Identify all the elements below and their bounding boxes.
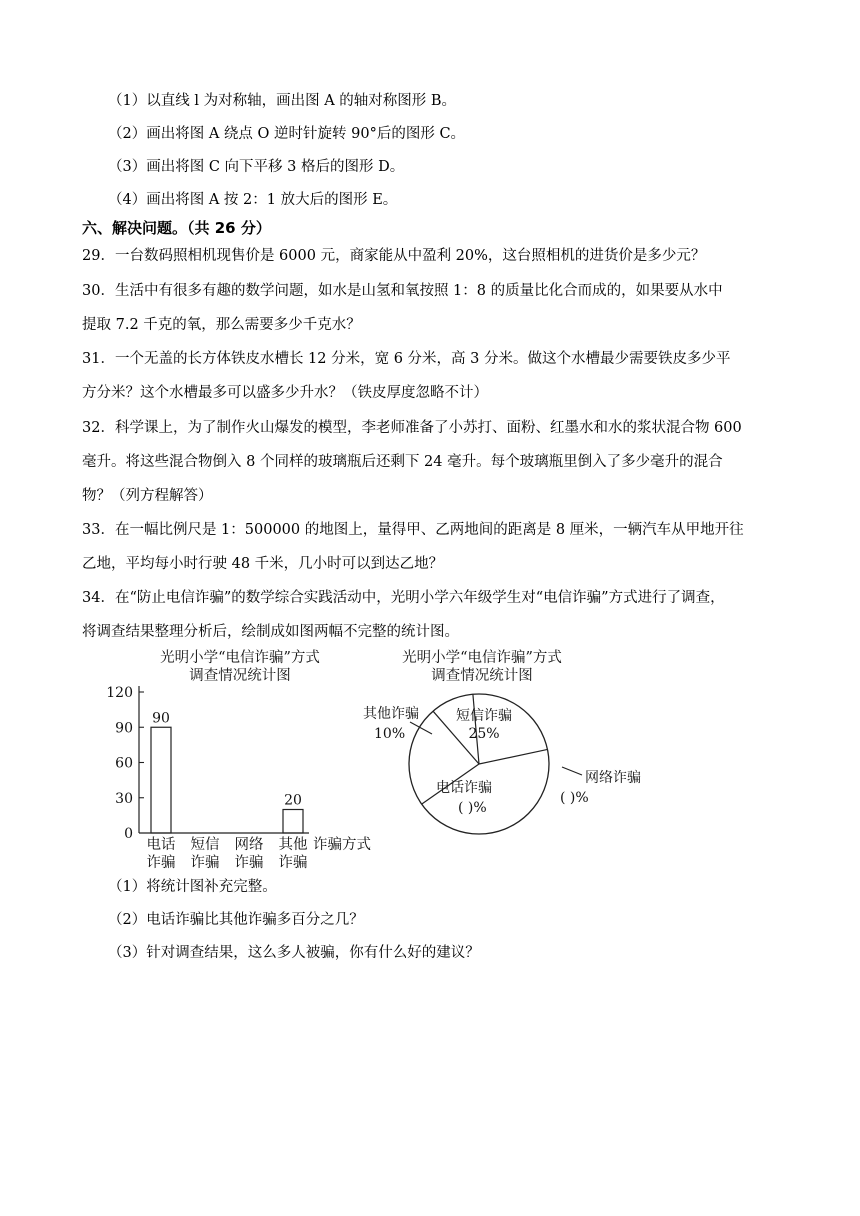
bar xyxy=(283,810,303,834)
pie-chart-title-line-1: 光明小学“电信诈骗”方式 xyxy=(402,650,562,666)
question-33-line-1: 33．在一幅比例尺是 1：500000 的地图上，量得甲、乙两地间的距离是 8 厘米，一辆汽车从甲地开往 xyxy=(82,522,744,538)
bar-category-label: 其他 xyxy=(278,837,308,853)
bar-chart-bars xyxy=(151,710,303,833)
bar-y-tick-label: 60 xyxy=(115,755,133,772)
question-32-line-1: 32．科学课上，为了制作火山爆发的模型，李老师准备了小苏打、面粉、红墨水和水的浆状混合物 600 xyxy=(82,420,742,436)
section-title: 六、解决问题。（共 26 分） xyxy=(82,219,271,237)
question-32-line-2: 毫升。将这些混合物倒入 8 个同样的玻璃瓶后还剩下 24 毫升。每个玻璃瓶里倒入了多少毫升的混合 xyxy=(82,454,723,470)
bar-chart-ticks xyxy=(106,685,144,842)
bar-value-label: 90 xyxy=(152,710,170,727)
question-34-line-1: 34．在“防止电信诈骗”的数学综合实践活动中，光明小学六年级学生对“电信诈骗”方式进行了调查， xyxy=(82,590,725,606)
bar-y-tick-label: 30 xyxy=(115,790,133,807)
question-33-line-2: 乙地，平均每小时行驶 48 千米，几小时可以到达乙地？ xyxy=(82,556,444,572)
pie-slice-boundary xyxy=(479,749,547,764)
bar-chart-title-line-2: 调查情况统计图 xyxy=(189,668,291,684)
bar-value-label: 20 xyxy=(284,792,302,809)
q34-task-1: （1）将统计图补充完整。 xyxy=(108,879,277,895)
question-31-line-2: 方分米？这个水槽最多可以盛多少升水？（铁皮厚度忽略不计） xyxy=(82,385,488,401)
bar-category-label: 短信 xyxy=(190,837,220,853)
pie-label-network: 网络诈骗 xyxy=(585,770,641,786)
geometry-task-4: （4）画出将图 A 按 2：1 放大后的图形 E。 xyxy=(108,192,398,208)
bar xyxy=(151,727,171,833)
question-31-line-1: 31．一个无盖的长方体铁皮水槽长 12 分米，宽 6 分米，高 3 分米。做这个水槽最少需要铁皮多少平 xyxy=(82,351,731,367)
pie-leader-network xyxy=(562,767,582,775)
pie-label-sms: 短信诈骗 xyxy=(456,708,512,724)
question-32-line-3: 物？（列方程解答） xyxy=(82,488,213,504)
pie-value-network: ( )% xyxy=(560,790,589,806)
pie-chart-title-line-2: 调查情况统计图 xyxy=(431,668,533,684)
question-34-line-2: 将调查结果整理分析后，绘制成如图两幅不完整的统计图。 xyxy=(82,624,459,640)
pie-value-other: 10% xyxy=(374,726,406,742)
bar-y-tick-label: 90 xyxy=(115,720,133,737)
question-29: 29．一台数码照相机现售价是 6000 元，商家能从中盈利 20%，这台照相机的进货价是多少元？ xyxy=(82,248,706,264)
bar-category-label: 诈骗 xyxy=(278,855,308,871)
geometry-task-3: （3）画出将图 C 向下平移 3 格后的图形 D。 xyxy=(108,159,405,175)
bar-category-label: 诈骗 xyxy=(146,855,176,871)
bar-category-label: 诈骗 xyxy=(190,855,220,871)
pie-chart xyxy=(352,642,642,842)
bar-y-tick-label: 120 xyxy=(106,685,133,701)
q34-task-2: （2）电话诈骗比其他诈骗多百分之几？ xyxy=(108,912,364,928)
pie-label-other: 其他诈骗 xyxy=(363,706,419,722)
question-30-line-1: 30．生活中有很多有趣的数学问题，如水是山氢和氧按照 1：8 的质量比化合而成的，如果要从水中 xyxy=(82,283,723,299)
bar-y-tick-label: 0 xyxy=(124,826,133,842)
bar-category-label: 诈骗 xyxy=(234,855,264,871)
bar-chart xyxy=(95,642,395,874)
bar-chart-xlabel: 诈骗方式 xyxy=(313,837,371,853)
pie-label-phone: 电话诈骗 xyxy=(436,780,492,796)
question-30-line-2: 提取 7.2 千克的氧，那么需要多少千克水？ xyxy=(82,317,361,333)
bar-category-label: 网络 xyxy=(234,837,264,853)
pie-value-sms: 25% xyxy=(468,726,500,742)
bar-chart-title-line-1: 光明小学“电信诈骗”方式 xyxy=(160,650,320,666)
pie-value-phone: ( )% xyxy=(458,800,487,816)
bar-category-label: 电话 xyxy=(146,837,176,853)
bar-chart-categories xyxy=(147,835,308,871)
q34-task-3: （3）针对调查结果，这么多人被骗，你有什么好的建议？ xyxy=(108,945,480,961)
geometry-task-2: （2）画出将图 A 绕点 O 逆时针旋转 90°后的图形 C。 xyxy=(108,126,466,142)
geometry-task-1: （1）以直线 l 为对称轴，画出图 A 的轴对称图形 B。 xyxy=(108,93,457,109)
